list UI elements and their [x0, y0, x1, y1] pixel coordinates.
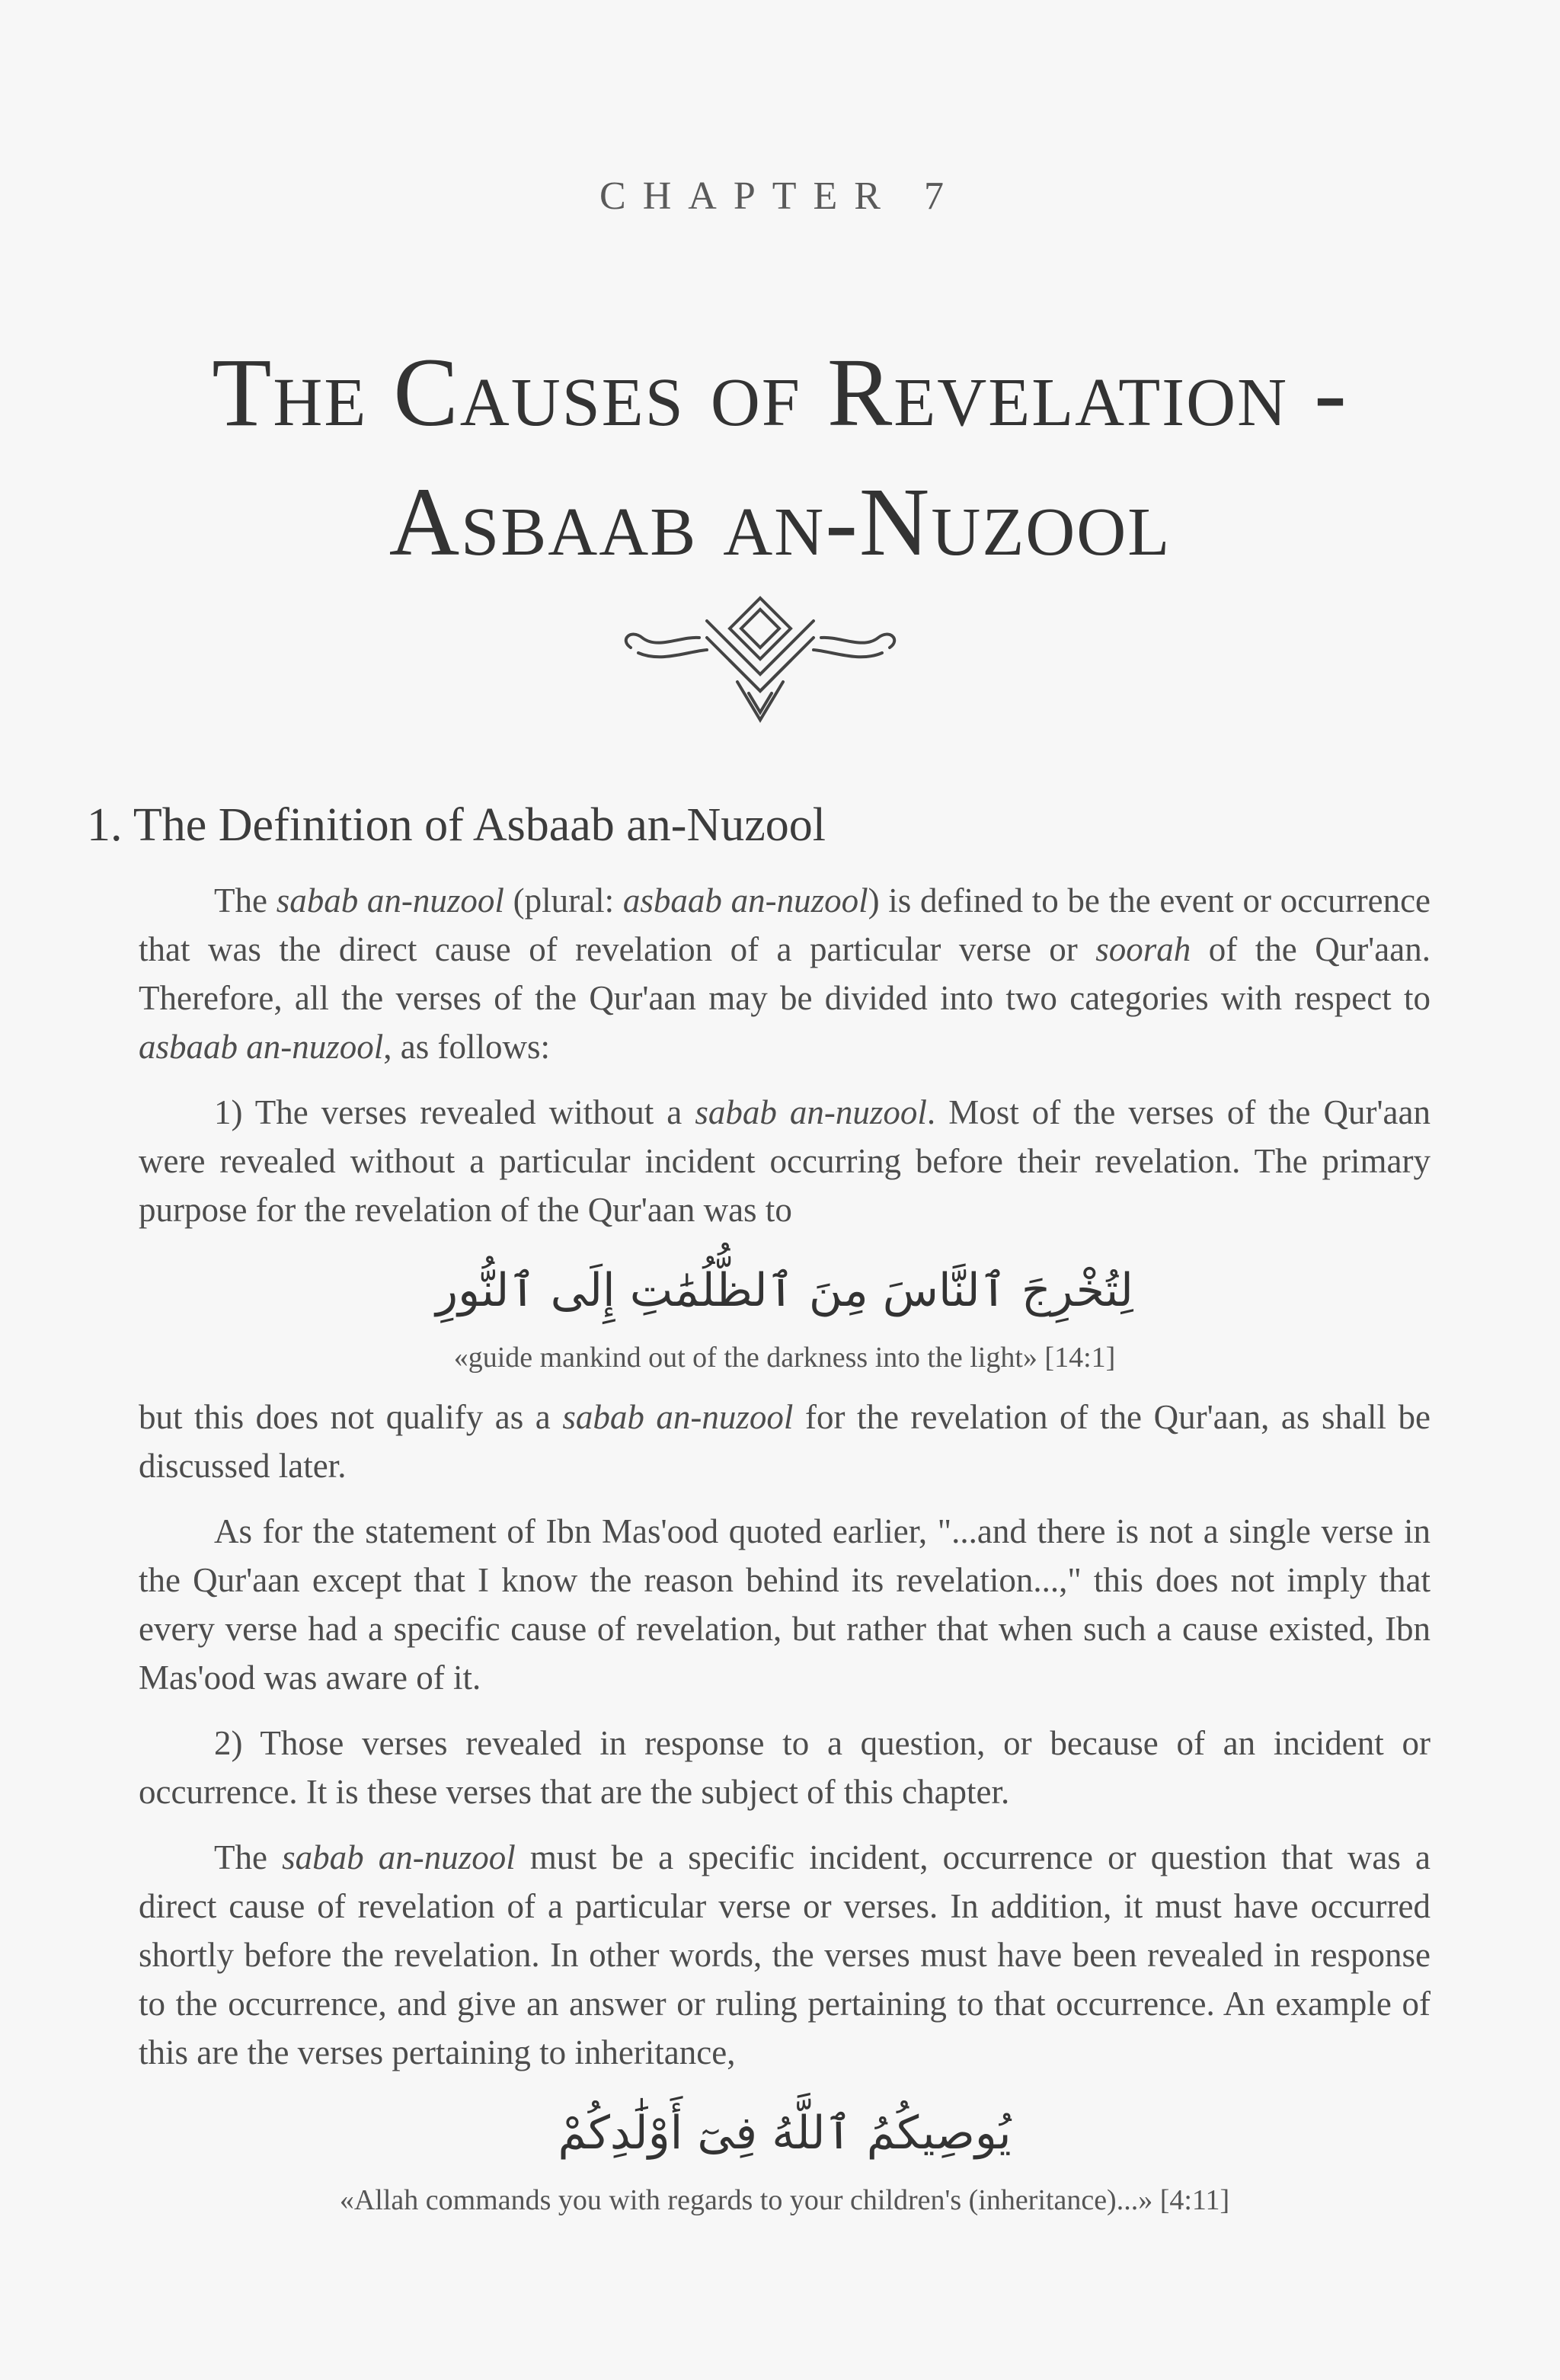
text-run: of the Qur'aan. Therefore, all the verses of the Qur'aan may be divided into two categories with respect to [139, 930, 1431, 1017]
decorative-knot-ornament-icon [615, 590, 905, 728]
section-heading: 1. The Definition of Asbaab an-Nuzool [87, 799, 826, 851]
text-run: ) is defined to be the event or occurrence that was the direct cause of revelation of a particular verse or [139, 881, 1431, 968]
arabic-verse-1: لِتُخْرِجَ ٱلنَّاسَ مِنَ ٱلظُّلُمَٰتِ إِلَى ٱلنُّورِ [436, 1264, 1133, 1317]
text-run: , as follows: [383, 1028, 551, 1066]
text-run: for the revelation of the Qur'aan, as shall be discussed later. [139, 1398, 1431, 1485]
italic-term: asbaab an-nuzool [139, 1028, 384, 1066]
italic-term: asbaab an-nuzool [622, 881, 868, 920]
text-run: but this does not qualify as a [139, 1398, 563, 1436]
chapter-title [0, 328, 1560, 587]
text-run: must be a specific incident, occurrence or question that was a direct cause of revelation of a particular verse or verses. In addition, it must have occurred shortly before the revelation. In other words, the verses must have been revealed in response to the occurrence, and give an answer or ruling pertaining to that occurrence. An example of this are the verses pertaining to inheritance, [139, 1838, 1431, 2071]
verse-translation-1: «guide mankind out of the darkness into the light» [14:1] [453, 1342, 1116, 1374]
italic-term: sabab an-nuzool [695, 1093, 927, 1131]
text-run: The [214, 881, 277, 920]
chapter-title-line-1: The Causes of Revelation - [212, 338, 1348, 446]
chapter-label: CHAPTER 7 [599, 174, 961, 218]
paragraph-category-1 [139, 1088, 1431, 1234]
text-run: . Most of the verses of the Qur'aan were revealed without a particular incident occurring before their revelation. The primary purpose for the revelation of the Qur'aan was to [139, 1093, 1431, 1229]
paragraph-continuation [139, 1393, 1431, 1490]
text-run: The [214, 1838, 283, 1876]
paragraph-ibn-masood: As for the statement of Ibn Mas'ood quoted earlier, "...and there is not a single verse in the Qur'aan except that I know the reason behind its revelation...," this does not imply that every verse had a specific cause of revelation, but rather that when such a cause existed, Ibn Mas'ood was aware of it. [139, 1512, 1431, 1697]
body-text [139, 876, 1431, 2235]
italic-term: sabab an-nuzool [562, 1398, 794, 1436]
paragraph-specific-incident [139, 1833, 1431, 2077]
paragraph-definition [139, 876, 1431, 1071]
italic-term: soorah [1095, 930, 1191, 968]
paragraph-category-2: 2) Those verses revealed in response to a question, or because of an incident or occurrence. It is these verses that are the subject of this chapter. [139, 1724, 1431, 1811]
text-run: (plural: [503, 881, 623, 920]
chapter-title-line-2: Asbaab an-Nuzool [388, 468, 1172, 576]
italic-term: sabab an-nuzool [282, 1838, 516, 1876]
arabic-verse-2: يُوصِيكُمُ ٱللَّهُ فِىٓ أَوْلَٰدِكُمْ [558, 2106, 1012, 2160]
italic-term: sabab an-nuzool [276, 881, 504, 920]
verse-translation-2: «Allah commands you with regards to your children's (inheritance)...» [4:11] [339, 2184, 1230, 2216]
text-run: 1) The verses revealed without a [214, 1093, 695, 1131]
